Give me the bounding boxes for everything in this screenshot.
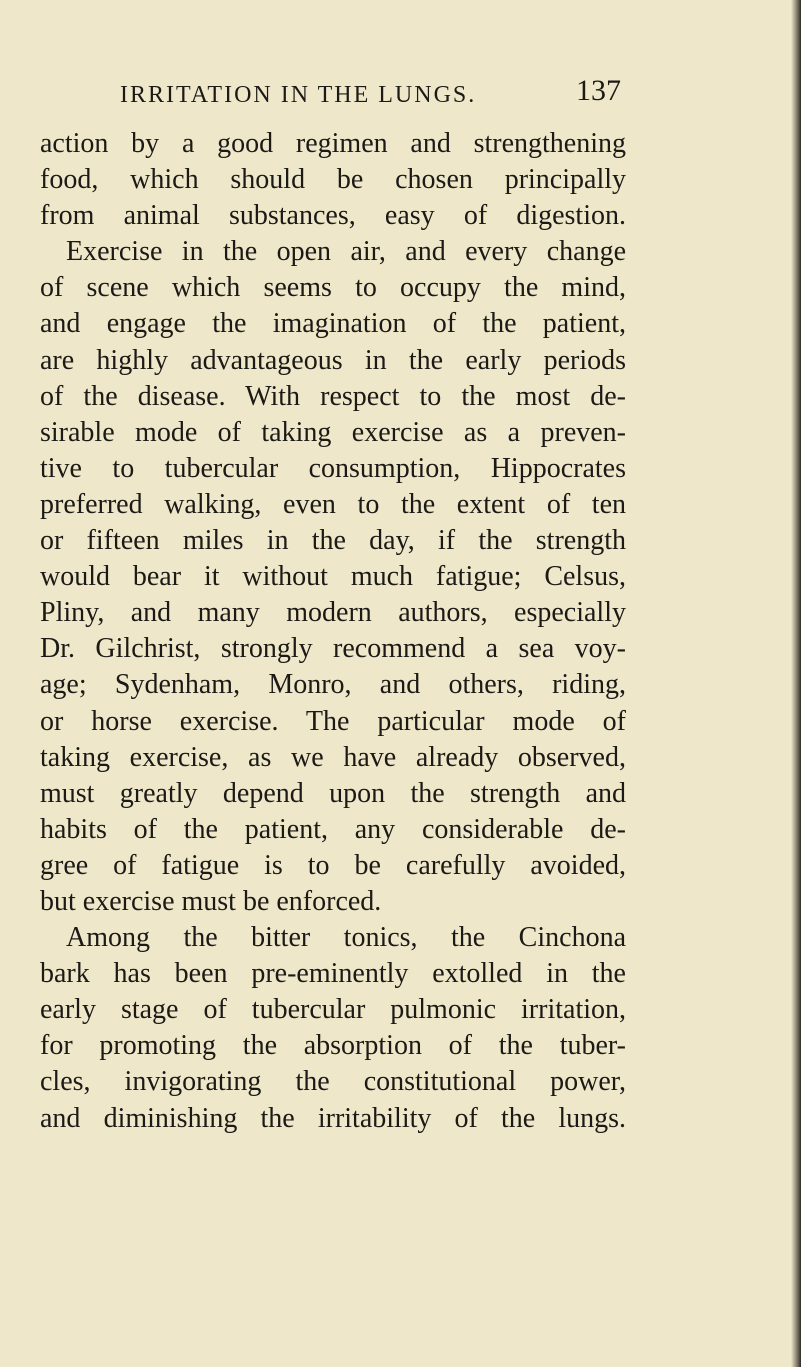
text-line: Pliny, and many modern authors, especially bbox=[40, 597, 626, 629]
page-edge-shadow bbox=[791, 0, 801, 1367]
text-line: tive to tubercular consumption, Hippocrates bbox=[40, 452, 626, 484]
page-number: 137 bbox=[576, 74, 621, 107]
text-line: or horse exercise. The particular mode of bbox=[40, 705, 626, 737]
text-line: for promoting the absorption of the tuber- bbox=[40, 1030, 626, 1062]
text-line: cles, invigorating the constitutional power, bbox=[40, 1066, 626, 1098]
text-line: taking exercise, as we have already observed, bbox=[40, 741, 626, 773]
text-line: and diminishing the irritability of the lungs. bbox=[40, 1102, 626, 1134]
text-line: early stage of tubercular pulmonic irritation, bbox=[40, 994, 626, 1026]
body-text bbox=[40, 126, 760, 1137]
text-line: are highly advantageous in the early periods bbox=[40, 344, 626, 376]
text-line: gree of fatigue is to be carefully avoided, bbox=[40, 849, 626, 881]
text-line: food, which should be chosen principally bbox=[40, 164, 626, 196]
paragraph-start-line: Among the bitter tonics, the Cinchona bbox=[66, 922, 626, 954]
text-line: habits of the patient, any considerable de- bbox=[40, 813, 626, 845]
text-line: sirable mode of taking exercise as a preven- bbox=[40, 416, 626, 448]
page-header bbox=[120, 74, 640, 114]
paragraph-start-line: Exercise in the open air, and every change bbox=[66, 236, 626, 268]
text-line: from animal substances, easy of digestion. bbox=[40, 200, 626, 232]
text-line: Dr. Gilchrist, strongly recommend a sea voy- bbox=[40, 633, 626, 665]
text-line: and engage the imagination of the patient, bbox=[40, 308, 626, 340]
text-line: action by a good regimen and strengthening bbox=[40, 128, 626, 159]
text-line: preferred walking, even to the extent of ten bbox=[40, 488, 626, 520]
running-title: IRRITATION IN THE LUNGS. bbox=[120, 82, 477, 108]
text-line: age; Sydenham, Monro, and others, riding, bbox=[40, 669, 626, 701]
text-line: or fifteen miles in the day, if the strength bbox=[40, 525, 626, 557]
text-line: would bear it without much fatigue; Celsus, bbox=[40, 561, 626, 593]
text-line: must greatly depend upon the strength and bbox=[40, 777, 626, 809]
text-line: bark has been pre-eminently extolled in the bbox=[40, 958, 626, 990]
text-line: of scene which seems to occupy the mind, bbox=[40, 272, 626, 304]
paragraph-end-line: but exercise must be enforced. bbox=[40, 885, 382, 917]
text-line: of the disease. With respect to the most de- bbox=[40, 380, 626, 412]
